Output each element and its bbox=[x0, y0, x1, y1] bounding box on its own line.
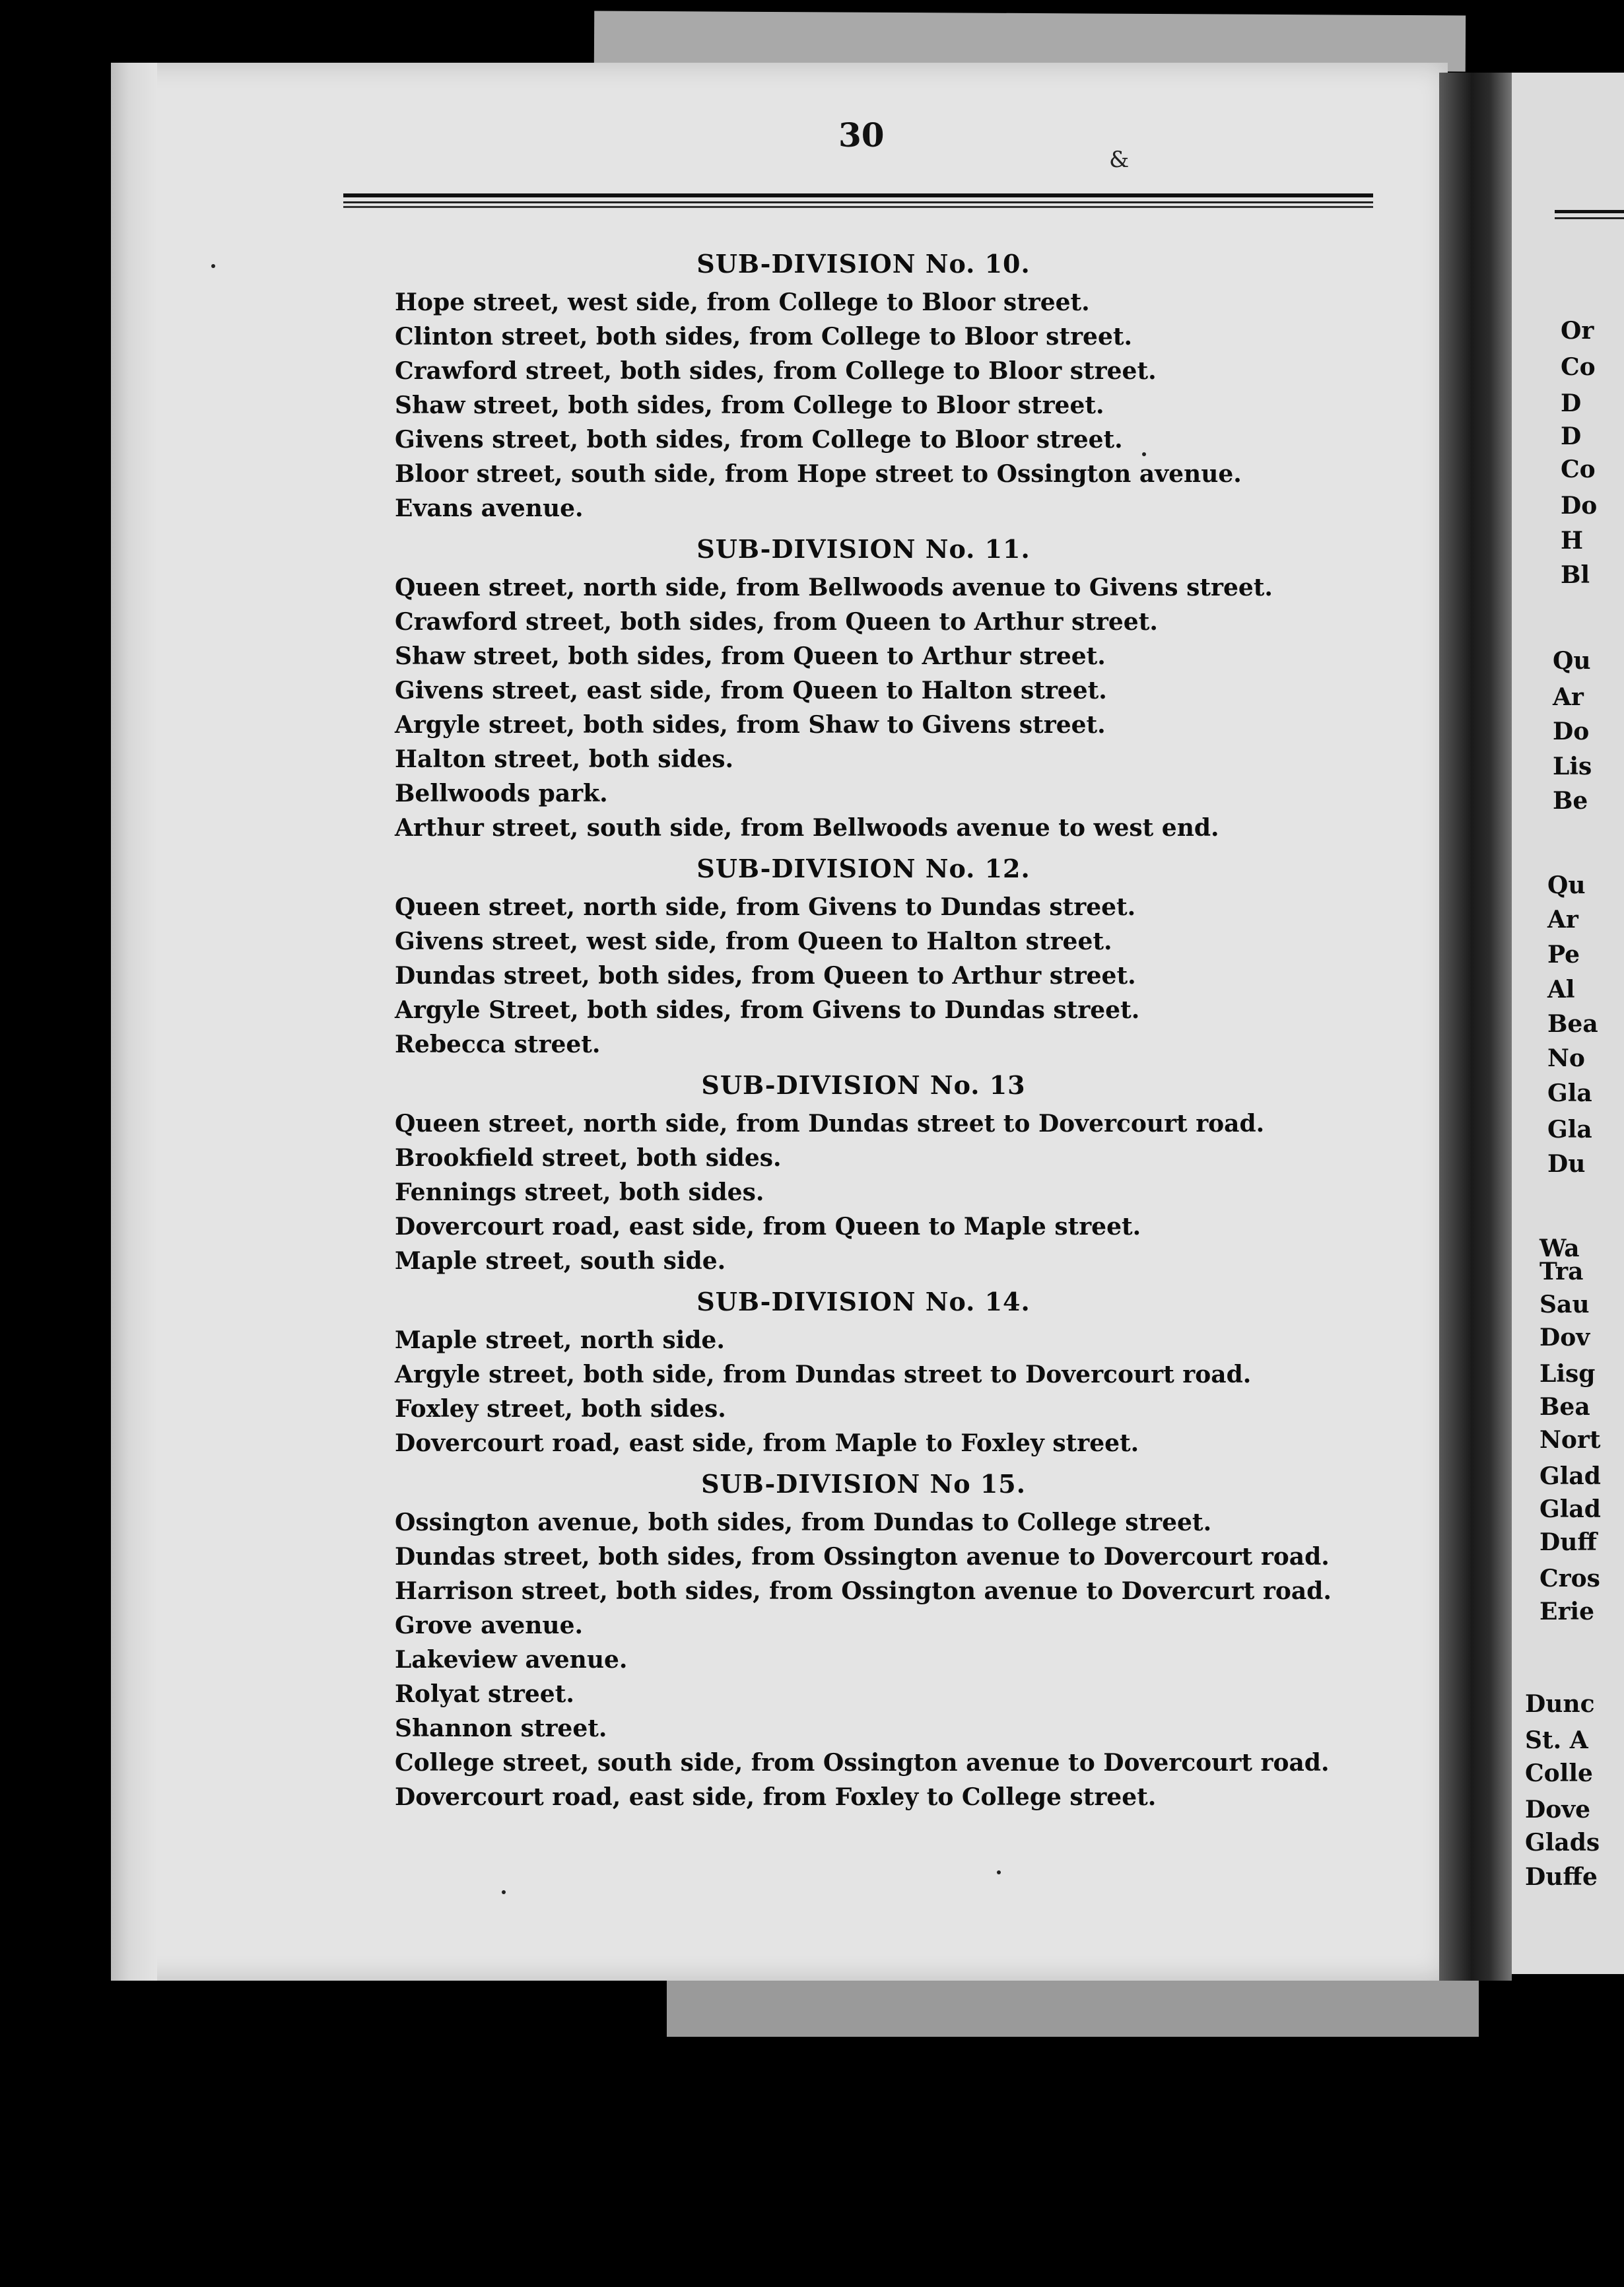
list-item: Argyle Street, both sides, from Givens to Dundas street. bbox=[395, 996, 1140, 1024]
list-item: Bloor street, south side, from Hope street to Ossington avenue. bbox=[395, 460, 1242, 488]
right-page-fragment: Cros bbox=[1539, 1565, 1600, 1592]
book-gutter bbox=[1439, 73, 1512, 1981]
list-item: Argyle street, both side, from Dundas street to Dovercourt road. bbox=[395, 1361, 1252, 1388]
right-page-fragment: Qu bbox=[1553, 647, 1591, 675]
right-page-fragment: Gla bbox=[1547, 1116, 1592, 1144]
right-page-fragment: Erie bbox=[1539, 1598, 1594, 1625]
right-page-fragment: Co bbox=[1561, 353, 1596, 381]
list-item: Queen street, north side, from Givens to Dundas street. bbox=[395, 893, 1136, 921]
subdivision-11 bbox=[395, 528, 1359, 845]
speck bbox=[1142, 452, 1146, 456]
list-item: Shaw street, both sides, from College to Bloor street. bbox=[395, 392, 1104, 419]
right-page-fragment: Glad bbox=[1539, 1462, 1601, 1490]
list-item: Clinton street, both sides, from College to Bloor street. bbox=[395, 323, 1133, 351]
list-item: Maple street, north side. bbox=[395, 1326, 725, 1354]
list-item: Queen street, north side, from Bellwoods avenue to Givens street. bbox=[395, 574, 1273, 601]
list-item: Lakeview avenue. bbox=[395, 1646, 628, 1674]
speck bbox=[997, 1870, 1001, 1874]
right-page-fragment: St. A bbox=[1525, 1726, 1588, 1754]
speck bbox=[502, 1890, 506, 1894]
list-item: Maple street, south side. bbox=[395, 1247, 726, 1275]
list-item: Arthur street, south side, from Bellwoods avenue to west end. bbox=[395, 814, 1219, 842]
section-heading: SUB-DIVISION No 15. bbox=[701, 1469, 1026, 1499]
right-page-fragment: Gla bbox=[1547, 1079, 1592, 1107]
right-page-fragment: Bea bbox=[1547, 1010, 1598, 1038]
list-item: Halton street, both sides. bbox=[395, 745, 734, 773]
list-item: Dundas street, both sides, from Queen to Arthur street. bbox=[395, 962, 1136, 990]
list-item: Queen street, north side, from Dundas street to Dovercourt road. bbox=[395, 1110, 1265, 1138]
list-item: Grove avenue. bbox=[395, 1612, 584, 1639]
list-item: Dovercourt road, east side, from Maple to Foxley street. bbox=[395, 1429, 1139, 1457]
subdivision-14 bbox=[395, 1281, 1359, 1460]
right-page-fragment: Nort bbox=[1539, 1426, 1601, 1454]
section-heading: SUB-DIVISION No. 11. bbox=[696, 534, 1031, 564]
right-page-fragment: Dunc bbox=[1525, 1690, 1595, 1718]
list-item: Harrison street, both sides, from Ossington avenue to Dovercurt road. bbox=[395, 1577, 1332, 1605]
list-item: Rolyat street. bbox=[395, 1680, 574, 1708]
subdivision-10 bbox=[395, 243, 1359, 526]
right-page-fragment: Wa bbox=[1539, 1235, 1580, 1262]
list-item: Hope street, west side, from College to Bloor street. bbox=[395, 289, 1090, 316]
list-item: Crawford street, both sides, from Queen to Arthur street. bbox=[395, 608, 1158, 636]
right-page-fragment: Lisg bbox=[1539, 1360, 1596, 1388]
right-page-fragment: Du bbox=[1547, 1150, 1586, 1178]
list-item: Dovercourt road, east side, from Foxley to College street. bbox=[395, 1783, 1157, 1811]
right-page-fragment: Glads bbox=[1525, 1829, 1600, 1857]
right-page-fragment: Do bbox=[1553, 718, 1590, 745]
right-page-fragment: No bbox=[1547, 1044, 1585, 1072]
header-rule bbox=[343, 193, 1373, 208]
speck bbox=[211, 264, 215, 268]
list-item: Fennings street, both sides. bbox=[395, 1178, 764, 1206]
list-item: Argyle street, both sides, from Shaw to Givens street. bbox=[395, 711, 1106, 739]
right-page-fragment: Bea bbox=[1539, 1393, 1590, 1421]
right-page-fragment: D bbox=[1561, 390, 1582, 417]
right-page-fragment: Tra bbox=[1539, 1258, 1584, 1285]
ink-mark: & bbox=[1109, 147, 1130, 173]
list-item: Shaw street, both sides, from Queen to Arthur street. bbox=[395, 642, 1106, 670]
subdivision-12 bbox=[395, 848, 1359, 1062]
list-item: Givens street, both sides, from College to Bloor street. bbox=[395, 426, 1123, 454]
right-page-fragment: Duff bbox=[1539, 1528, 1597, 1556]
section-heading: SUB-DIVISION No. 13 bbox=[701, 1070, 1026, 1100]
list-item: Crawford street, both sides, from College to Bloor street. bbox=[395, 357, 1157, 385]
right-page-fragment: H bbox=[1561, 527, 1584, 555]
page-edge bbox=[111, 63, 157, 1981]
list-item: Rebecca street. bbox=[395, 1031, 601, 1058]
list-item: Bellwoods park. bbox=[395, 780, 608, 807]
list-item: Evans avenue. bbox=[395, 495, 584, 522]
right-page-fragment: D bbox=[1561, 423, 1582, 450]
right-page-fragment: Or bbox=[1561, 317, 1594, 345]
list-item: Ossington avenue, both sides, from Dundas to College street. bbox=[395, 1509, 1212, 1536]
right-page-fragment: Sau bbox=[1539, 1291, 1590, 1318]
list-item: Givens street, west side, from Queen to Halton street. bbox=[395, 928, 1112, 955]
list-item: Foxley street, both sides. bbox=[395, 1395, 726, 1423]
list-item: Dovercourt road, east side, from Queen to Maple street. bbox=[395, 1213, 1141, 1241]
right-page-fragment: Dov bbox=[1539, 1324, 1590, 1351]
list-item: Givens street, east side, from Queen to Halton street. bbox=[395, 677, 1107, 704]
right-page-fragment: Glad bbox=[1539, 1495, 1601, 1523]
right-page-fragment: Ar bbox=[1547, 906, 1578, 934]
right-page-fragment: Duffe bbox=[1525, 1863, 1598, 1891]
right-page-fragment: Colle bbox=[1525, 1759, 1593, 1787]
right-page-header-rule bbox=[1555, 210, 1624, 219]
page-number: 30 bbox=[838, 116, 885, 154]
page-content bbox=[395, 243, 1359, 1817]
section-heading: SUB-DIVISION No. 14. bbox=[696, 1287, 1031, 1316]
list-item: Shannon street. bbox=[395, 1715, 607, 1742]
scan-bottom-edge bbox=[667, 1974, 1479, 2037]
subdivision-15 bbox=[395, 1463, 1359, 1814]
subdivision-13 bbox=[395, 1064, 1359, 1278]
list-item: Dundas street, both sides, from Ossington avenue to Dovercourt road. bbox=[395, 1543, 1330, 1571]
section-heading: SUB-DIVISION No. 10. bbox=[696, 249, 1031, 279]
right-page-fragment: Co bbox=[1561, 456, 1596, 483]
list-item: Brookfield street, both sides. bbox=[395, 1144, 782, 1172]
right-page-fragment: Do bbox=[1561, 492, 1598, 520]
right-page-fragment: Pe bbox=[1547, 941, 1580, 969]
right-page-fragment: Be bbox=[1553, 787, 1588, 815]
right-page-fragment: Ar bbox=[1553, 683, 1584, 711]
right-page-fragment: Bl bbox=[1561, 561, 1590, 589]
right-page-fragment: Dove bbox=[1525, 1796, 1591, 1824]
section-heading: SUB-DIVISION No. 12. bbox=[696, 854, 1031, 883]
right-page-fragment: Lis bbox=[1553, 753, 1592, 780]
right-page-fragment: Al bbox=[1547, 976, 1575, 1004]
list-item: College street, south side, from Ossington avenue to Dovercourt road. bbox=[395, 1749, 1330, 1777]
right-page-fragment: Qu bbox=[1547, 871, 1586, 899]
